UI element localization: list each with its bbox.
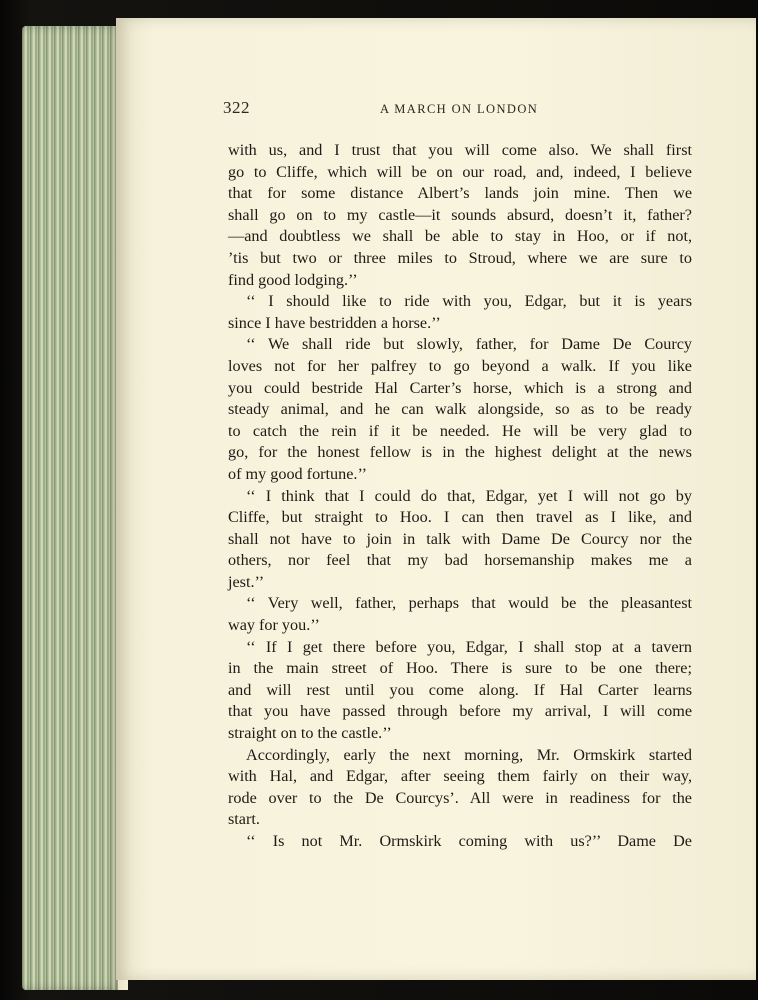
text-line: loves not for her palfrey to go beyond a walk. If you like [228,356,692,375]
text-line: of my good fortune.’’ [228,464,368,483]
text-line: in the main street of Hoo. There is sure to be one there; [228,659,692,678]
text-line: ‘‘ I should like to ride with you, Edgar, but it is years [246,292,692,311]
text-line: Accordingly, early the next morning, Mr. Ormskirk started [246,745,692,764]
text-line: ‘‘ Is not Mr. Ormskirk coming with us?’’ Dame De [246,832,692,850]
text-line: shall go on to my castle—it sounds absurd, doesn’t it, father? [228,205,692,224]
text-line: you could bestride Hal Carter’s horse, which is a strong and [228,378,692,397]
text-line: ’tis but two or three miles to Stroud, where we are sure to [228,248,692,267]
text-line: go to Cliffe, which will be on our road, and, indeed, I believe [228,162,692,181]
text-line: others, nor feel that my bad horsemanship makes me a [228,551,692,570]
text-line: jest.’’ [228,572,265,591]
text-line: go, for the honest fellow is in the highest delight at the news [228,443,692,462]
text-line: straight on to the castle.’’ [228,724,392,743]
text-line: with us, and I trust that you will come also. We shall first [228,141,692,159]
body-text [228,140,692,853]
text-line: ‘‘ I think that I could do that, Edgar, yet I will not go by [246,486,692,505]
text-line: with Hal, and Edgar, after seeing them fairly on their way, [228,767,692,786]
text-line: ‘‘ We shall ride but slowly, father, for Dame De Courcy [246,335,692,354]
text-line: that you have passed through before my arrival, I will come [228,702,692,721]
text-line: rode over to the De Courcys’. All were in readiness for the [228,788,692,807]
running-head: A MARCH ON LONDON [380,102,539,116]
text-line: to catch the rein if it be needed. He will be very glad to [228,421,692,440]
text-line: steady animal, and he can walk alongside, so as to be ready [228,400,692,419]
page-number: 322 [223,98,250,117]
text-line: and will rest until you come along. If Hal Carter learns [228,680,692,699]
text-line: —and doubtless we shall be able to stay in Hoo, or if not, [228,227,692,246]
text-line: since I have bestridden a horse.’’ [228,313,441,332]
text-line: ‘‘ Very well, father, perhaps that would be the pleasantest [246,594,692,613]
text-line: Cliffe, but straight to Hoo. I can then travel as I like, and [228,508,692,527]
text-line: start. [228,810,260,829]
page-edges [22,26,122,990]
text-line: way for you.’’ [228,616,320,635]
book-page [116,18,756,980]
text-line: that for some distance Albert’s lands join mine. Then we [228,184,692,203]
text-line: ‘‘ If I get there before you, Edgar, I shall stop at a tavern [246,637,692,656]
text-line: find good lodging.’’ [228,270,358,289]
text-line: shall not have to join in talk with Dame De Courcy nor the [228,529,692,548]
